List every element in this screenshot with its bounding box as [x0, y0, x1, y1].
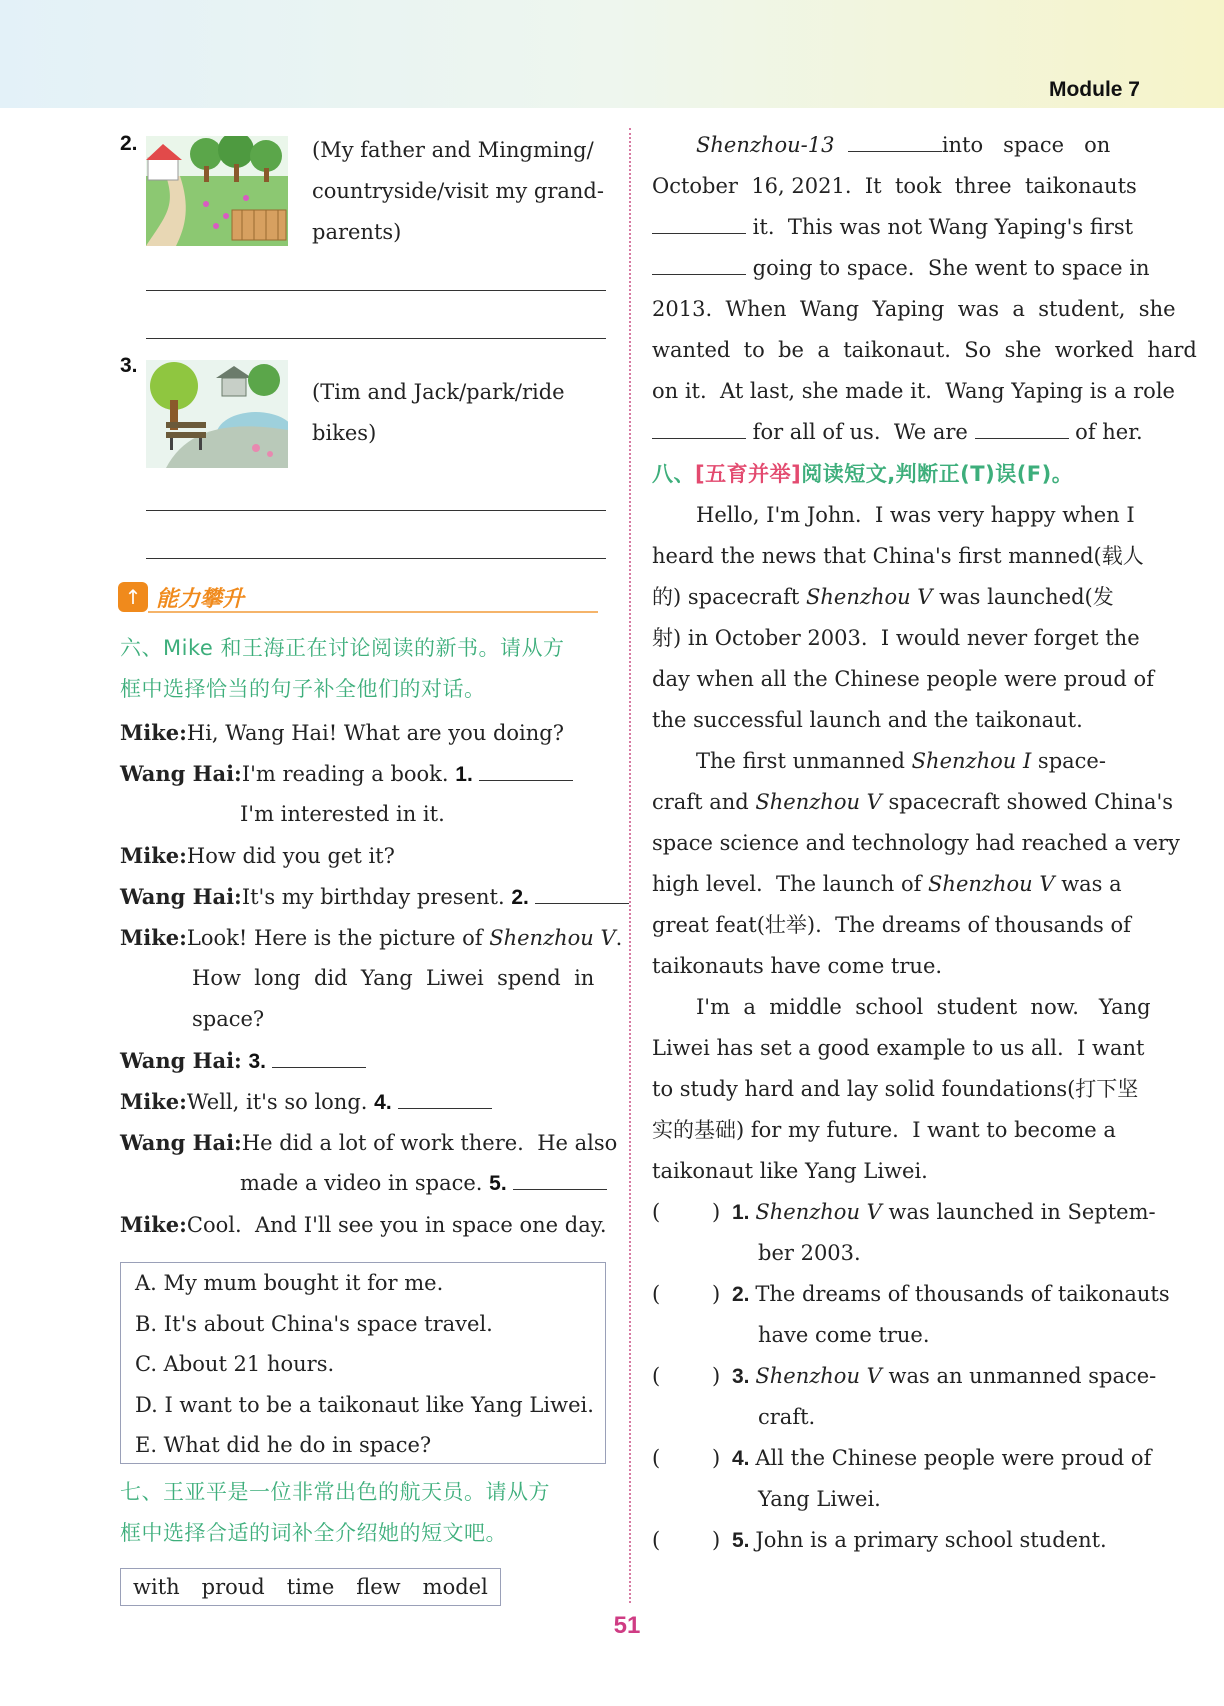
answer-line[interactable] [146, 290, 606, 291]
word-box [120, 1568, 501, 1606]
passage-line [652, 248, 1150, 289]
blank-number: 1. [455, 763, 473, 786]
option-e: E. What did he do in space? [135, 1433, 432, 1457]
word: with [133, 1575, 180, 1599]
blank-number: 4. [374, 1091, 392, 1114]
passage-text: taikonaut like Yang Liwei. [652, 1159, 928, 1183]
section8-instruction [652, 454, 1073, 495]
statement-number: 3. [732, 1365, 756, 1388]
instruction-text: 阅读短文,判断正(T)误(F)。 [801, 462, 1074, 486]
passage-text: great feat(壮举). The dreams of thousands of [652, 913, 1131, 937]
word: proud [201, 1575, 265, 1599]
blank-number: 3. [248, 1050, 267, 1073]
dialogue-line [120, 876, 629, 918]
passage-line [652, 577, 1140, 618]
statement-line [732, 1274, 1170, 1315]
statement-number: 2. [732, 1283, 756, 1306]
passage-text: day when all the Chinese people were proud of [652, 667, 1154, 691]
passage-line [652, 289, 1176, 330]
passage-text: into space on [941, 133, 1111, 157]
passage-text: craft and [652, 790, 756, 814]
module-label: Module 7 [1048, 78, 1140, 101]
instruction-line: 框中选择恰当的句子补全他们的对话。 [120, 677, 486, 701]
passage-line [652, 207, 1140, 248]
passage-text: to study hard and lay solid foundations(打下坚 [652, 1077, 1139, 1101]
writing-prompt-2 [312, 130, 604, 253]
tf-statement [652, 1192, 1156, 1274]
passage-line [652, 166, 1140, 207]
paren-close: ) [712, 1282, 721, 1306]
dialogue-line [192, 958, 594, 999]
paren-open: ( [652, 1446, 661, 1470]
answer-blank[interactable] [535, 881, 629, 904]
option-a: A. My mum bought it for me. [135, 1271, 444, 1295]
statement-number: 5. [732, 1529, 756, 1552]
spacecraft-name: Shenzhou V [755, 790, 882, 814]
paren-open: ( [652, 1528, 661, 1552]
statement-words: John is a primary school student. [755, 1528, 1107, 1552]
climb-icon: ↑ [118, 582, 148, 612]
answer-line[interactable] [146, 558, 606, 559]
answer-line[interactable] [146, 338, 606, 339]
dialogue-text: Hi, Wang Hai! What are you doing? [186, 721, 564, 745]
statement-line [732, 1233, 1140, 1274]
dialogue-italic: Shenzhou V [489, 926, 616, 950]
statement-text [732, 1192, 1156, 1274]
speaker-name: Wang Hai: [120, 1130, 242, 1155]
passage-line [652, 371, 1175, 412]
answer-parentheses[interactable] [652, 1356, 724, 1397]
dialogue-line [120, 712, 564, 754]
speaker-name: Wang Hai: [120, 1048, 242, 1073]
passage-line [652, 659, 1154, 700]
passage-line [652, 741, 1140, 782]
answer-blank[interactable] [513, 1167, 607, 1190]
statement-words: ber 2003. [758, 1241, 861, 1265]
passage-text: of her. [1068, 420, 1143, 444]
option-d: D. I want to be a taikonaut like Yang Liwei. [135, 1393, 594, 1417]
prompt-line: (Tim and Jack/park/ride [312, 380, 565, 404]
dialogue-line [240, 794, 445, 835]
statement-line [732, 1438, 1152, 1479]
page-number: 51 [613, 1612, 641, 1639]
dialogue-text: space? [192, 1007, 265, 1031]
item-number: 2. [120, 132, 138, 155]
dialogue-text: . [615, 926, 623, 950]
paren-open: ( [652, 1364, 661, 1388]
answer-blank[interactable] [272, 1045, 366, 1068]
passage-line [652, 700, 1140, 741]
passage-text: 2013. When Wang Yaping was a student, she [652, 297, 1176, 321]
statement-line [732, 1192, 1156, 1233]
passage-line [652, 864, 1140, 905]
section7-instruction [120, 1472, 550, 1554]
passage-line [652, 536, 1144, 577]
answer-line[interactable] [146, 510, 606, 511]
answer-blank[interactable] [398, 1086, 492, 1109]
spacecraft-name: Shenzhou-13 [696, 133, 835, 157]
statement-line [732, 1520, 1140, 1561]
blank-number: 5. [489, 1172, 507, 1195]
passage-text: was a [1054, 872, 1122, 896]
passage-text: October 16, 2021. It took three taikonauts [652, 174, 1137, 198]
passage-text: high level. The launch of [652, 872, 929, 896]
passage-line [652, 125, 1140, 166]
statement-words: All the Chinese people were proud of [755, 1446, 1152, 1470]
answer-blank[interactable] [848, 129, 942, 152]
passage-text: space- [1031, 749, 1106, 773]
passage-text: 射) in October 2003. I would never forget the [652, 626, 1140, 650]
passage-text: heard the news that China's first manned(载人 [652, 544, 1144, 568]
paren-close: ) [712, 1528, 721, 1552]
dialogue-text: I'm interested in it. [240, 802, 445, 826]
dialogue-line [192, 999, 264, 1040]
tf-statement [652, 1356, 1157, 1438]
statement-line [732, 1397, 1140, 1438]
answer-blank[interactable] [652, 211, 746, 234]
spacecraft-name: Shenzhou V [806, 585, 933, 609]
section-ability-header [118, 580, 606, 614]
passage-line [652, 1151, 1140, 1192]
speaker-name: Mike: [120, 720, 187, 745]
passage-line [652, 823, 1180, 864]
statement-line [732, 1356, 1157, 1397]
passage-line [652, 782, 1174, 823]
dialogue-line [120, 835, 395, 877]
dialogue-text: He did a lot of work there. He also [241, 1131, 618, 1155]
statement-text [732, 1274, 1170, 1356]
passage-text: The first unmanned [696, 749, 912, 773]
word: flew [356, 1575, 401, 1599]
prompt-line: countryside/visit my grand- [312, 179, 604, 203]
statement-number: 1. [732, 1201, 756, 1224]
dialogue-line [120, 917, 622, 959]
dialogue-text: made a video in space. [240, 1171, 483, 1195]
answer-blank[interactable] [652, 252, 746, 275]
options-box [120, 1262, 606, 1464]
answer-parentheses[interactable] [652, 1192, 724, 1233]
dialogue-text: Cool. And I'll see you in space one day. [186, 1213, 607, 1237]
option-c: C. About 21 hours. [135, 1352, 335, 1376]
section-tag: [五育并举] [695, 462, 802, 486]
paren-close: ) [712, 1200, 721, 1224]
answer-parentheses[interactable] [652, 1520, 724, 1561]
passage-line [652, 330, 1197, 371]
paren-close: ) [712, 1446, 721, 1470]
prompt-line: (My father and Mingming/ [312, 138, 594, 162]
passage-line [652, 495, 1140, 536]
dialogue-line [240, 1163, 607, 1204]
statement-line [732, 1315, 1140, 1356]
passage-line [652, 905, 1140, 946]
dialogue-text: Look! Here is the picture of [186, 926, 490, 950]
answer-parentheses[interactable] [652, 1274, 724, 1315]
statement-words: was an unmanned space- [881, 1364, 1157, 1388]
passage-line [652, 412, 1143, 453]
dialogue-line [120, 1081, 492, 1123]
statement-number: 4. [732, 1447, 756, 1470]
dialogue-line [120, 1040, 366, 1082]
word: time [286, 1575, 335, 1599]
dialogue-line [120, 753, 573, 795]
paren-close: ) [712, 1364, 721, 1388]
answer-blank[interactable] [975, 416, 1069, 439]
instruction-line: 框中选择合适的词补全介绍她的短文吧。 [120, 1521, 507, 1545]
passage-text: going to space. She went to space in [746, 256, 1150, 280]
answer-parentheses[interactable] [652, 1438, 724, 1479]
statement-text [732, 1356, 1157, 1438]
passage-text: Hello, I'm John. I was very happy when I [696, 503, 1135, 527]
passage-text: space science and technology had reached a very [652, 831, 1180, 855]
writing-item-3 [120, 354, 138, 378]
instruction-line: 六、Mike 和王海正在讨论阅读的新书。请从方 [120, 636, 565, 660]
speaker-name: Mike: [120, 1212, 187, 1237]
prompt-line: bikes) [312, 421, 377, 445]
option-b: B. It's about China's space travel. [135, 1312, 493, 1336]
passage-text: spacecraft showed China's [881, 790, 1174, 814]
dialogue-line [120, 1122, 617, 1164]
paren-open: ( [652, 1200, 661, 1224]
dialogue-text: It's my birthday present. [241, 885, 505, 909]
statement-line [732, 1479, 1140, 1520]
spacecraft-name: Shenzhou I [911, 749, 1032, 773]
countryside-illustration [146, 136, 288, 246]
prompt-line: parents) [312, 220, 402, 244]
passage-text: the successful launch and the taikonaut. [652, 708, 1083, 732]
speaker-name: Wang Hai: [120, 884, 242, 909]
writing-prompt-3 [312, 372, 565, 454]
passage-line [652, 1028, 1145, 1069]
statement-words: was launched in Septem- [881, 1200, 1156, 1224]
dialogue-text: How did you get it? [186, 844, 395, 868]
dialogue-line [120, 1204, 607, 1246]
word: model [422, 1575, 488, 1599]
speaker-name: Wang Hai: [120, 761, 242, 786]
column-divider [629, 128, 631, 1603]
tf-statement [652, 1274, 1170, 1356]
passage-text: taikonauts have come true. [652, 954, 943, 978]
speaker-name: Mike: [120, 1089, 187, 1114]
passage-text: for all of us. We are [746, 420, 975, 444]
statement-text [732, 1438, 1152, 1520]
passage-text: Liwei has set a good example to us all. I want [652, 1036, 1145, 1060]
answer-blank[interactable] [652, 416, 746, 439]
passage-line [652, 987, 1151, 1028]
passage-text: was launched(发 [932, 585, 1114, 609]
passage-text: 的) spacecraft [652, 585, 807, 609]
spacecraft-name: Shenzhou V [755, 1200, 882, 1224]
speaker-name: Mike: [120, 925, 187, 950]
spacecraft-name: Shenzhou V [928, 872, 1055, 896]
passage-text: on it. At last, she made it. Wang Yaping is a role [652, 379, 1175, 403]
dialogue-text: Well, it's so long. [186, 1090, 368, 1114]
tf-statement [652, 1438, 1152, 1520]
blank-number: 2. [511, 886, 529, 909]
passage-text: I'm a middle school student now. Yang [696, 995, 1151, 1019]
dialogue-text: I'm reading a book. [241, 762, 449, 786]
passage-text: it. This was not Wang Yaping's first [746, 215, 1134, 239]
writing-item-2 [120, 132, 138, 156]
instruction-line: 七、王亚平是一位非常出色的航天员。请从方 [120, 1480, 550, 1504]
section-number: 八、 [652, 462, 695, 486]
header-band [0, 0, 1224, 108]
passage-text: 实的基础) for my future. I want to become a [652, 1118, 1116, 1142]
passage-text: wanted to be a taikonaut. So she worked hard [652, 338, 1197, 362]
statement-text [732, 1520, 1140, 1561]
passage-line [652, 1110, 1140, 1151]
dialogue-text: How long did Yang Liwei spend in [192, 966, 595, 990]
answer-blank[interactable] [479, 758, 573, 781]
header-underline [148, 611, 598, 613]
statement-words: Yang Liwei. [758, 1487, 881, 1511]
passage-line [652, 618, 1140, 659]
spacecraft-name: Shenzhou V [755, 1364, 882, 1388]
item-number: 3. [120, 354, 138, 377]
tf-statement [652, 1520, 1140, 1561]
section-title: 能力攀升 [156, 587, 245, 612]
section6-instruction [120, 628, 564, 710]
passage-line [652, 1069, 1140, 1110]
paren-open: ( [652, 1282, 661, 1306]
statement-words: The dreams of thousands of taikonauts [755, 1282, 1170, 1306]
statement-words: have come true. [758, 1323, 930, 1347]
speaker-name: Mike: [120, 843, 187, 868]
statement-words: craft. [758, 1405, 816, 1429]
passage-line [652, 946, 1140, 987]
park-illustration [146, 360, 288, 468]
